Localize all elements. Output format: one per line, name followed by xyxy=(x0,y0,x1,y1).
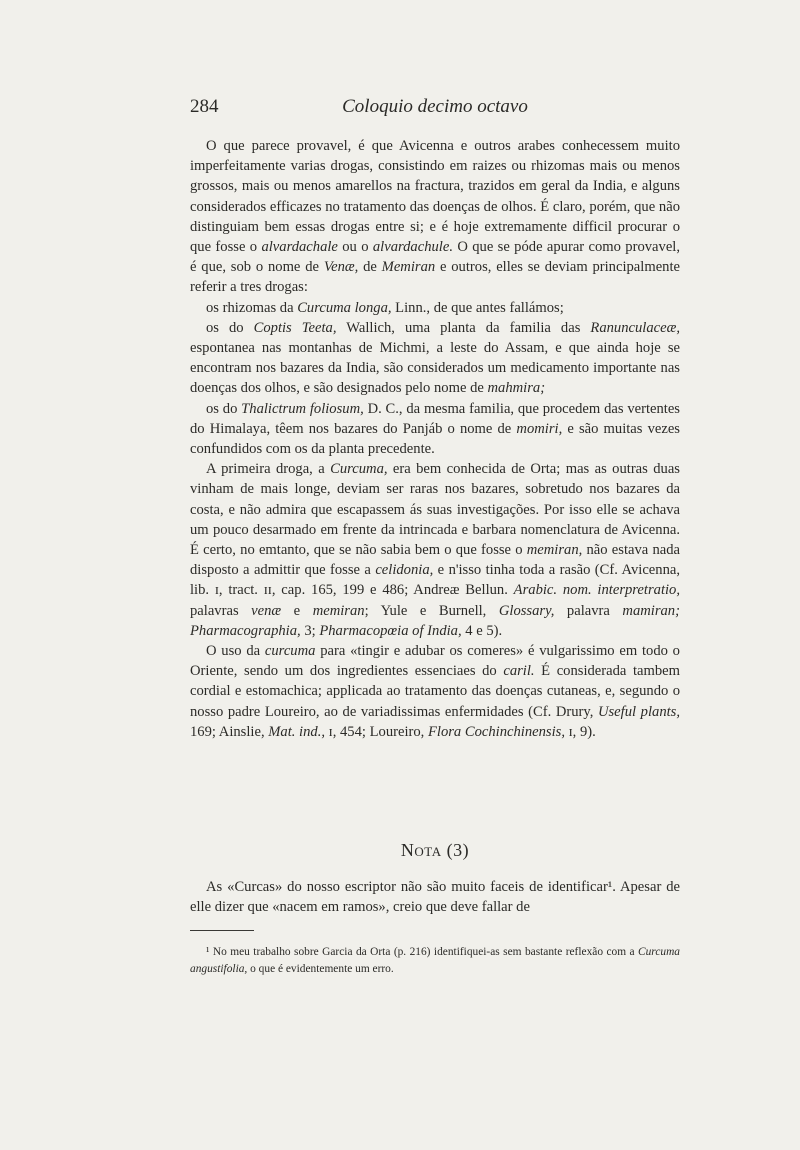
paragraph: O que parece provavel, é que Avicenna e outros arabes conhecessem muito imperfeitamente varias drogas, consistindo em raizes ou rhizomas mais ou menos grossos, mais ou menos amarellos na fractura, trazidos em geral da India, e alguns considerados efficazes no tratamento das doenças de olhos. É claro, porém, que não distinguiam bem essas drogas entre si; e é hoje extremamente difficil procurar o que fosse o alvardachale ou o alvardachule. O que se póde apurar como provavel, é que, sob o nome de Venæ, de Memiran e outros, elles se deviam principalmente referir a tres drogas: xyxy=(190,138,681,296)
page-header xyxy=(190,96,680,120)
footnote-rule xyxy=(190,930,254,931)
note-heading xyxy=(190,840,680,861)
footnote-text: ¹ No meu trabalho sobre Garcia da Orta (p. 216) identifiquei-as sem bastante reflexão com a Curcuma angustifolia, o que é evidentemente um erro. xyxy=(190,946,680,975)
list-item: os do Coptis Teeta, Wallich, uma planta da familia das Ranunculaceæ, espontanea nas montanhas de Michmi, a leste do Assam, e que ainda hoje se encontram nos bazares da India, são considerados um medicamento importante nas doenças dos olhos, e são designados pelo nome de mahmira; xyxy=(190,319,680,397)
running-title: Coloquio decimo octavo xyxy=(342,96,528,117)
paragraph: A primeira droga, a Curcuma, era bem conhecida de Orta; mas as outras duas vinham de mais longe, deviam ser raras nos bazares, sobretudo nos bazares da costa, e não admira que escapassem ás suas investigações. Por isso elle se achava um pouco desarmado em frente da intrincada e barbara nomenclatura de Avicenna. É certo, no emtanto, que se não sabia bem o que fosse o memiran, não estava nada disposto a admittir que fosse a celidonia, e n'isso tinha toda a rasão (Cf. Avicenna, lib. ɪ, tract. ɪɪ, cap. 165, 199 e 486; Andreæ Bellun. Arabic. nom. interpretratio, palavras venæ e memiran; Yule e Burnell, Glossary, palavra mamiran; Pharmacographia, 3; Pharmacopœia of India, 4 e 5). xyxy=(190,461,681,639)
list-item: os rhizomas da Curcuma longa, Linn., de que antes fallámos; xyxy=(206,299,564,316)
page-number: 284 xyxy=(190,96,219,117)
main-text xyxy=(190,136,680,742)
list-item: os do Thalictrum foliosum, D. C., da mesma familia, que procedem das vertentes do Himalaya, têem nos bazares do Panjáb o nome de momiri, e são muitas vezes confundidos com os da planta precedente. xyxy=(190,400,680,458)
footnote xyxy=(190,944,680,978)
note-text xyxy=(190,877,680,917)
paragraph: O uso da curcuma para «tingir e adubar os comeres» é vulgarissimo em todo o Oriente, sendo um dos ingredientes essenciaes do caril. É considerada tambem cordial e estomachica; applicada ao tratamento das doenças cutaneas, e, segundo o nosso padre Loureiro, ao de variadissimas enfermidades (Cf. Drury, Useful plants, 169; Ainslie, Mat. ind., ɪ, 454; Loureiro, Flora Cochinchinensis, ɪ, 9). xyxy=(190,643,681,740)
paragraph: As «Curcas» do nosso escriptor não são muito faceis de identificar¹. Apesar de elle dizer que «nacem em ramos», creio que deve fallar de xyxy=(190,879,680,916)
note-title-text: Nota (3) xyxy=(400,840,470,860)
